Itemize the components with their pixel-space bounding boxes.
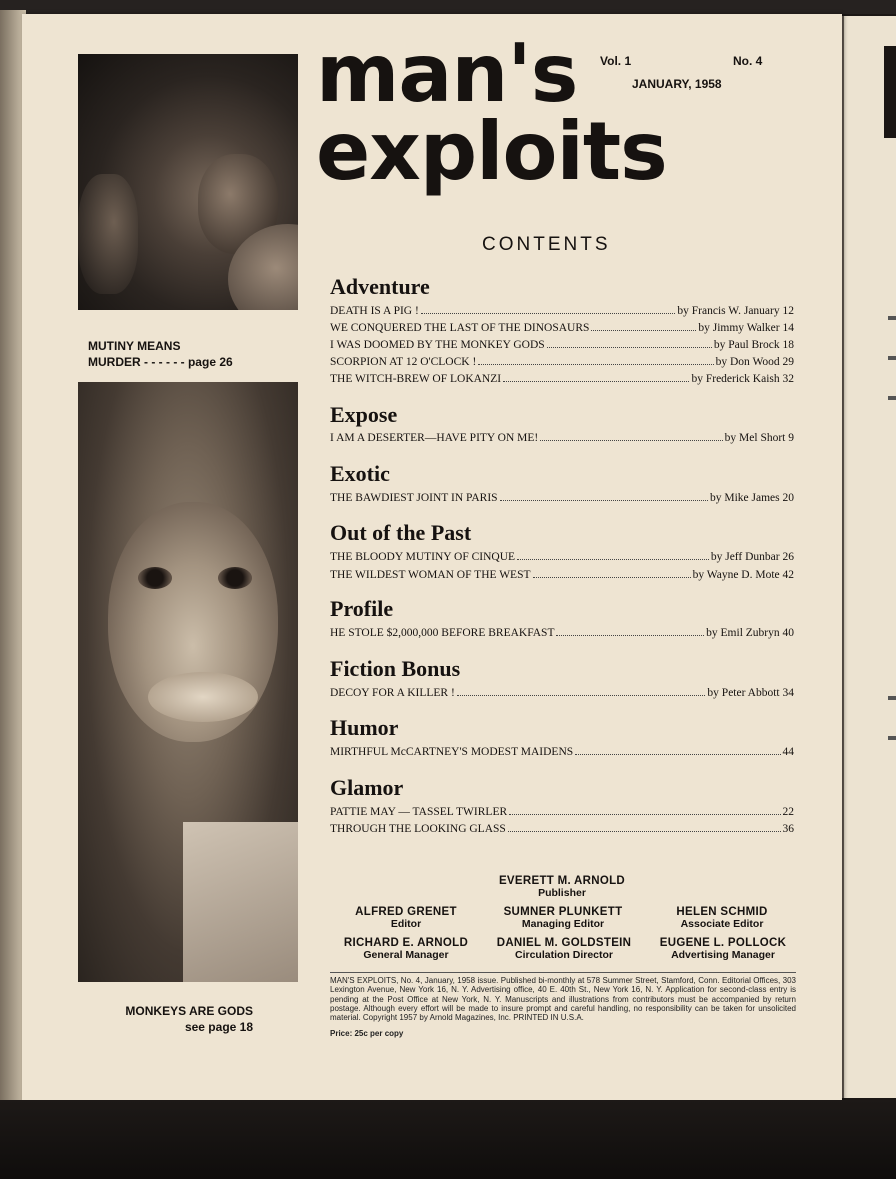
publisher-credit: EVERETT M. ARNOLD Publisher [498, 875, 626, 899]
staff-credit: ALFRED GRENET Editor [355, 906, 457, 930]
toc-entry[interactable]: DECOY FOR A KILLER ! by Peter Abbott 34 [330, 687, 794, 699]
toc-entry[interactable]: WE CONQUERED THE LAST OF THE DINOSAURS by Jimmy Walker 14 [330, 322, 794, 334]
volume-label: Vol. 1 [600, 54, 632, 68]
toc-entry[interactable]: THROUGH THE LOOKING GLASS 36 [330, 823, 794, 835]
imprint-text: MAN'S EXPLOITS, No. 4, January, 1958 issue. Published bi-monthly at 578 Summer Street, Stamford, Conn. Editorial Offices, 303 Lexington Avenue, New York 16, N. Y. Advertising office, 40 E. 40th St., New York 16, N. Y. Application for second-class entry is pending at the Post Office at New York, N. Y. Manuscripts and illustrations from contributors must be accompanied by return postage. Although every effort will be made to insure prompt and careful handling, no responsibility can be taken for unsolicited material. Copyright 1957 by Arnold Magazines, Inc. PRINTED IN U.S.A. [330, 976, 796, 1023]
section-title: Glamor [330, 775, 404, 800]
section-title: Humor [330, 715, 399, 740]
toc-entry[interactable]: PATTIE MAY — TASSEL TWIRLER 22 [330, 806, 794, 818]
toc-entry[interactable]: THE BLOODY MUTINY OF CINQUE by Jeff Dunbar 26 [330, 551, 794, 563]
toc-entry[interactable]: SCORPION AT 12 O'CLOCK ! by Don Wood 29 [330, 356, 794, 368]
orangutan-photo [78, 382, 298, 982]
toc-entry[interactable]: THE WILDEST WOMAN OF THE WEST by Wayne D. Mote 42 [330, 569, 794, 581]
section-title: Out of the Past [330, 520, 472, 545]
price-label: Price: 25c per copy [330, 1029, 404, 1038]
toc-entry[interactable]: MIRTHFUL McCARTNEY'S MODEST MAIDENS 44 [330, 746, 794, 758]
masthead-mans: man's [316, 27, 578, 120]
toc-entry[interactable]: THE WITCH-BREW OF LOKANZI by Frederick Kaish 32 [330, 373, 794, 385]
mutiny-photo [78, 54, 298, 310]
adjacent-page-edge [842, 16, 896, 1098]
mutiny-caption: MUTINY MEANS MURDER - - - - - - page 26 [88, 339, 233, 369]
toc-entry[interactable]: THE BAWDIEST JOINT IN PARIS by Mike James 20 [330, 492, 794, 504]
imprint-rule [330, 972, 796, 973]
section-title: Profile [330, 596, 394, 621]
staff-credit: RICHARD E. ARNOLD General Manager [343, 937, 469, 961]
staff-credit: EUGENE L. POLLOCK Advertising Manager [659, 937, 787, 961]
background-bottom [0, 1100, 896, 1179]
contents-heading: CONTENTS [482, 234, 611, 255]
section-title: Fiction Bonus [330, 656, 461, 681]
toc-entry[interactable]: HE STOLE $2,000,000 BEFORE BREAKFAST by Emil Zubryn 40 [330, 627, 794, 639]
section-title: Exotic [330, 461, 390, 486]
adjacent-page-bar [884, 46, 896, 138]
masthead-exploits: exploits [316, 105, 667, 198]
section-title: Adventure [330, 274, 430, 299]
staff-credit: SUMNER PLUNKETT Managing Editor [503, 906, 623, 930]
issue-date: JANUARY, 1958 [632, 77, 722, 91]
staff-credit: HELEN SCHMID Associate Editor [676, 906, 768, 930]
background-top [0, 0, 896, 14]
number-label: No. 4 [733, 54, 763, 68]
staff-credit: DANIEL M. GOLDSTEIN Circulation Director [496, 937, 632, 961]
section-title: Expose [330, 402, 398, 427]
monkeys-caption: MONKEYS ARE GODS see page 18 [125, 1004, 253, 1034]
toc-entry[interactable]: I AM A DESERTER—HAVE PITY ON ME! by Mel Short 9 [330, 432, 794, 444]
toc-entry[interactable]: I WAS DOOMED BY THE MONKEY GODS by Paul Brock 18 [330, 339, 794, 351]
toc-entry[interactable]: DEATH IS A PIG ! by Francis W. January 12 [330, 305, 794, 317]
